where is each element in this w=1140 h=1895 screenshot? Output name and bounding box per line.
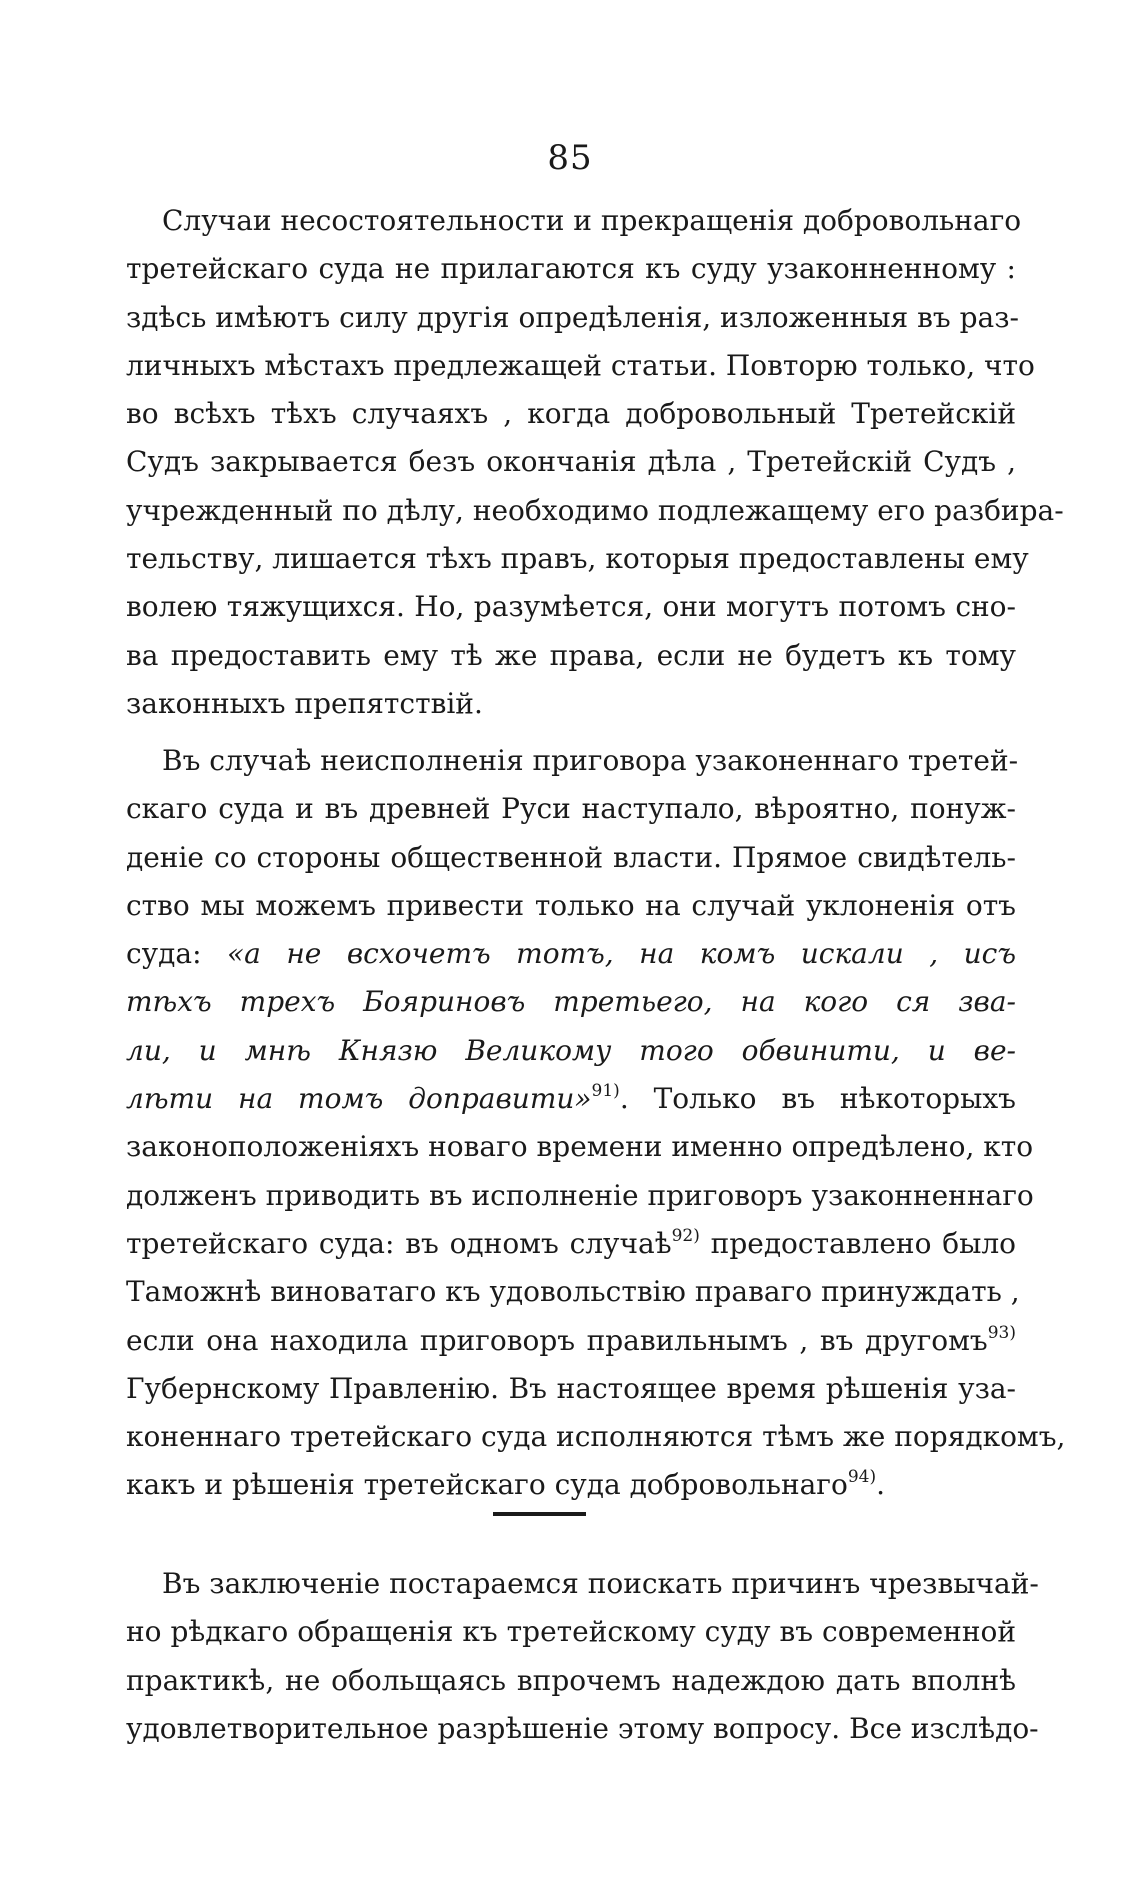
text-line (126, 930, 1016, 978)
text-line: ва предоставить ему тѣ же права, если не будетъ къ тому (126, 638, 1016, 672)
text-line (126, 978, 1016, 1026)
text-line (126, 1461, 1016, 1509)
text-line: скаго суда и въ древней Руси наступало, вѣроятно, понуж- (126, 792, 1016, 826)
text-line: Судъ закрывается безъ окончанія дѣла , Третейскій Судъ , (126, 445, 1016, 479)
quotation-text: лѣти на томъ доправити» (126, 1082, 592, 1116)
section-divider (493, 1512, 586, 1516)
text-line: Въ заключеніе постараемся поискать причинъ чрезвычай- (162, 1567, 1039, 1600)
text-segment: суда: (126, 937, 228, 971)
text-line: личныхъ мѣстахъ предлежащей статьи. Повторю только, что (126, 348, 1035, 382)
text-line: долженъ приводить въ исполненіе приговоръ узаконненнаго (126, 1178, 1034, 1212)
text-segment: если она находила приговоръ правильнымъ , въ другомъ (126, 1323, 988, 1357)
text-line (126, 1220, 1016, 1268)
text-line (126, 1027, 1016, 1075)
text-line (126, 1075, 1016, 1123)
paragraph-enforcement (126, 737, 1066, 1510)
text-line: деніе со стороны общественной власти. Прямое свидѣтель- (126, 840, 1016, 874)
text-line: волею тяжущихся. Но, разумѣется, они могутъ потомъ сно- (126, 590, 1016, 624)
footnote-ref-92: 92) (671, 1225, 700, 1246)
text-line: практикѣ, не обольщаясь впрочемъ надеждою дать вполнѣ (126, 1663, 1016, 1697)
quotation-text: ли, и мнѣ Князю Великому того обвинити, и ве- (126, 1033, 1016, 1067)
text-line: Въ случаѣ неисполненія приговора узаконеннаго третей- (162, 744, 1019, 777)
text-line (126, 1317, 1016, 1365)
text-line: здѣсь имѣютъ силу другія опредѣленія, изложенныя въ раз- (126, 300, 1019, 334)
text-line: законоположеніяхъ новаго времени именно опредѣлено, кто (126, 1130, 1034, 1164)
text-line: Случаи несостоятельности и прекращенія добровольнаго (162, 204, 1022, 237)
footnote-ref-93: 93) (987, 1322, 1016, 1343)
text-line: но рѣдкаго обращенія къ третейскому суду въ современной (126, 1615, 1016, 1649)
text-line: Губернскому Правленію. Въ настоящее время рѣшенія уза- (126, 1371, 1016, 1405)
quotation-text: «а не всхочетъ тотъ, на комъ искали , исъ (227, 937, 1016, 971)
text-segment: предоставлено было (699, 1226, 1016, 1260)
page-number: 85 (547, 138, 593, 178)
text-segment: . (876, 1468, 886, 1502)
footnote-ref-91: 91) (591, 1081, 620, 1102)
text-line: ство мы можемъ привести только на случай уклоненія отъ (126, 888, 1016, 922)
footnote-ref-94: 94) (847, 1467, 877, 1488)
text-line: во всѣхъ тѣхъ случаяхъ , когда добровольный Третейскій (126, 397, 1016, 431)
text-line: удовлетворительное разрѣшеніе этому вопросу. Все изслѣдо- (126, 1711, 1039, 1745)
text-line: коненнаго третейскаго суда исполняются тѣмъ же порядкомъ, (126, 1420, 1066, 1454)
text-segment: . Только въ нѣкоторыхъ (619, 1082, 1016, 1116)
text-line: учрежденный по дѣлу, необходимо подлежащему его разбира- (126, 493, 1064, 527)
text-segment: третейскаго суда: въ одномъ случаѣ (126, 1226, 672, 1260)
text-line: законныхъ препятствій. (126, 686, 483, 720)
text-line: третейскаго суда не прилагаются къ суду узаконненному : (126, 252, 1016, 286)
text-line: тельству, лишается тѣхъ правъ, которыя предоставлены ему (126, 542, 1029, 576)
text-segment: какъ и рѣшенія третейскаго суда добровольнаго (126, 1468, 848, 1502)
text-line: Таможнѣ виноватаго къ удовольствію праваго принуждать , (126, 1275, 1020, 1309)
paragraph-insolvency (126, 197, 1064, 728)
quotation-text: тѣхъ трехъ Бояриновъ третьего, на кого ся зва- (126, 985, 1016, 1019)
paragraph-conclusion (126, 1560, 1039, 1753)
